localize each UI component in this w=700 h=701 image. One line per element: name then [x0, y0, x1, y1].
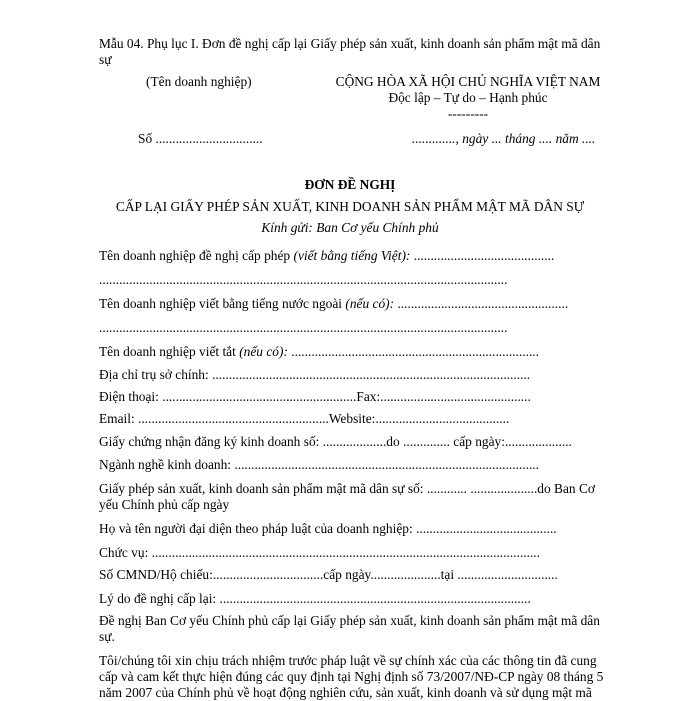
national-title: CỘNG HÒA XÃ HỘI CHỦ NGHĨA VIỆT NAM — [335, 74, 601, 89]
company-name-placeholder: (Tên doanh nghiệp) — [146, 74, 252, 89]
national-motto: Độc lập – Tự do – Hạnh phúc — [388, 90, 548, 105]
field-company-name-foreign: Tên doanh nghiệp viết bằng tiếng nước ngoài (nếu có): ................................................... — [99, 296, 569, 311]
form-reference-cont: sự — [99, 52, 112, 67]
commitment-paragraph-line-3: năm 2007 của Chính phủ về hoạt động nghiên cứu, sản xuất, kinh doanh và sử dụng mật mã — [99, 685, 592, 700]
form-reference: Mẫu 04. Phụ lục I. Đơn đề nghị cấp lại Giấy phép sản xuất, kinh doanh sản phẩm mật mã dân — [99, 36, 601, 51]
recipient-line: Kính gửi: Ban Cơ yếu Chính phủ — [261, 220, 439, 235]
document-date: ............., ngày ... tháng .... năm .... — [412, 131, 596, 146]
field-position: Chức vụ: .................................................................................................................... — [99, 545, 540, 560]
field-business-registration: Giấy chứng nhận đăng ký kinh doanh số: ...................do .............. cấp ngày:.................... — [99, 434, 572, 449]
field-license-cont: yếu Chính phủ cấp ngày — [99, 497, 230, 512]
field-business-line: Ngành nghề kinh doanh: ........................................................................................... — [99, 457, 540, 472]
field-representative: Họ và tên người đại diện theo pháp luật của doanh nghiệp: .......................................... — [99, 521, 557, 536]
commitment-paragraph-line-2: cấp và cam kết thực hiện đúng các quy định tại Nghị định số 73/2007/NĐ-CP ngày 08 tháng 5 — [99, 669, 604, 684]
header-rule: --------- — [447, 106, 489, 121]
document-number: Số ................................ — [138, 131, 263, 146]
field-company-name-vn-cont: .......................................................................................................................... — [99, 272, 508, 287]
request-paragraph-cont: sự. — [99, 629, 115, 644]
field-company-name-vn: Tên doanh nghiệp đề nghị cấp phép (viết bằng tiếng Việt): .......................................... — [99, 248, 555, 263]
field-reason: Lý do đề nghị cấp lại: ............................................................................................. — [99, 591, 531, 606]
field-license: Giấy phép sản xuất, kinh doanh sản phẩm mật mã dân sự số: ............ ....................do Ban Cơ — [99, 481, 595, 496]
field-address: Địa chỉ trụ sở chính: ............................................................................................... — [99, 367, 531, 382]
field-short-name: Tên doanh nghiệp viết tắt (nếu có): .......................................................................... — [99, 344, 539, 359]
request-paragraph: Đề nghị Ban Cơ yếu Chính phủ cấp lại Giấy phép sản xuất, kinh doanh sản phẩm mật mã dân — [99, 613, 600, 628]
field-company-name-foreign-cont: .......................................................................................................................... — [99, 320, 508, 335]
document-title: ĐƠN ĐỀ NGHỊ — [304, 177, 396, 192]
commitment-paragraph-line-1: Tôi/chúng tôi xin chịu trách nhiệm trước pháp luật về sự chính xác của các thông tin đã cung — [99, 653, 597, 668]
field-id-card: Số CMND/Hộ chiếu:.................................cấp ngày.....................tại .............................. — [99, 567, 558, 582]
field-email-website: Email: .........................................................Website:........................................ — [99, 411, 510, 426]
field-phone-fax: Điện thoại: ..........................................................Fax:............................................. — [99, 389, 531, 404]
document-subtitle: CẤP LẠI GIẤY PHÉP SẢN XUẤT, KINH DOANH SẢN PHẨM MẬT MÃ DÂN SỰ — [115, 199, 585, 214]
